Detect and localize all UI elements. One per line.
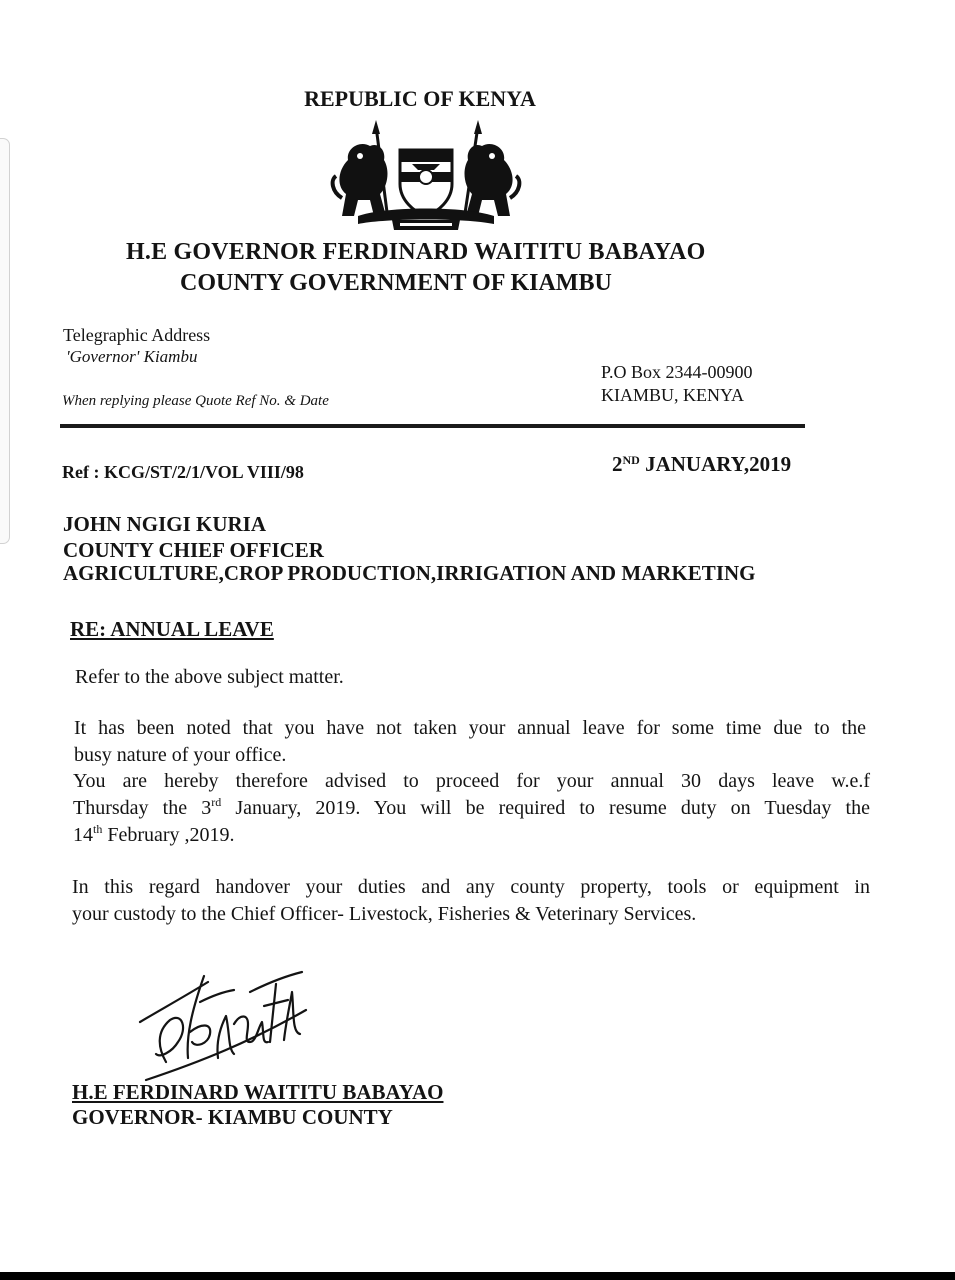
addressee-name: JOHN NGIGI KURIA xyxy=(63,512,267,536)
county-heading: COUNTY GOVERNMENT OF KIAMBU xyxy=(180,270,612,296)
ordinal-suffix: rd xyxy=(211,795,222,809)
date-month-year: JANUARY,2019 xyxy=(639,452,792,476)
po-box: P.O Box 2344-00900 xyxy=(601,362,753,382)
city-country: KIAMBU, KENYA xyxy=(601,385,744,405)
ordinal-suffix: th xyxy=(93,822,103,836)
line-part: January, 2019. You will be required to resume duty on Tuesday the xyxy=(221,797,870,819)
paragraph-line: your custody to the Chief Officer- Livestock, Fisheries & Veterinary Services. xyxy=(72,903,697,925)
paragraph-line: You are hereby therefore advised to proceed for your annual 30 days leave w.e.f xyxy=(73,770,870,792)
signatory-name: H.E FERDINARD WAITITU BABAYAO xyxy=(72,1080,444,1104)
reference-number: Ref : KCG/ST/2/1/VOL VIII/98 xyxy=(62,462,304,482)
paragraph-intro xyxy=(75,664,344,691)
kenya-coat-of-arms-icon xyxy=(328,120,524,232)
paragraph-line xyxy=(73,822,870,849)
date-suffix: ND xyxy=(622,453,640,467)
telegraphic-address-value: 'Governor' Kiambu xyxy=(66,347,198,366)
paragraph-leave-instruction xyxy=(73,768,870,849)
telegraphic-address-label: Telegraphic Address xyxy=(63,325,211,345)
paragraph-line xyxy=(73,795,870,822)
republic-heading: REPUBLIC OF KENYA xyxy=(304,86,536,111)
line-part: Thursday the 3 xyxy=(73,797,212,819)
paragraph-line: It has been noted that you have not taken your annual leave for some time due to the xyxy=(74,717,866,739)
paragraph-observation xyxy=(74,715,866,769)
paragraph-handover xyxy=(72,874,870,928)
signatory-title: GOVERNOR- KIAMBU COUNTY xyxy=(72,1105,393,1129)
handwritten-signature xyxy=(130,962,320,1092)
addressee-title: COUNTY CHIEF OFFICER xyxy=(63,538,324,562)
paragraph-line: busy nature of your office. xyxy=(74,744,287,766)
letter-date xyxy=(612,452,791,477)
paragraph-line: In this regard handover your duties and any county property, tools or equipment in xyxy=(72,876,870,898)
governor-heading: H.E GOVERNOR FERDINARD WAITITU BABAYAO xyxy=(126,239,706,265)
addressee-department: AGRICULTURE,CROP PRODUCTION,IRRIGATION AND MARKETING xyxy=(63,561,756,585)
page-edge-tab xyxy=(0,138,10,544)
paragraph-line: Refer to the above subject matter. xyxy=(75,666,344,688)
screen-bottom-bar xyxy=(0,1272,955,1280)
reply-instruction: When replying please Quote Ref No. & Date xyxy=(62,393,329,409)
header-divider xyxy=(60,424,805,428)
subject-line: RE: ANNUAL LEAVE xyxy=(70,617,274,641)
line-part: 14 xyxy=(73,824,93,846)
line-part: February ,2019. xyxy=(102,824,235,846)
date-day: 2 xyxy=(612,452,623,476)
